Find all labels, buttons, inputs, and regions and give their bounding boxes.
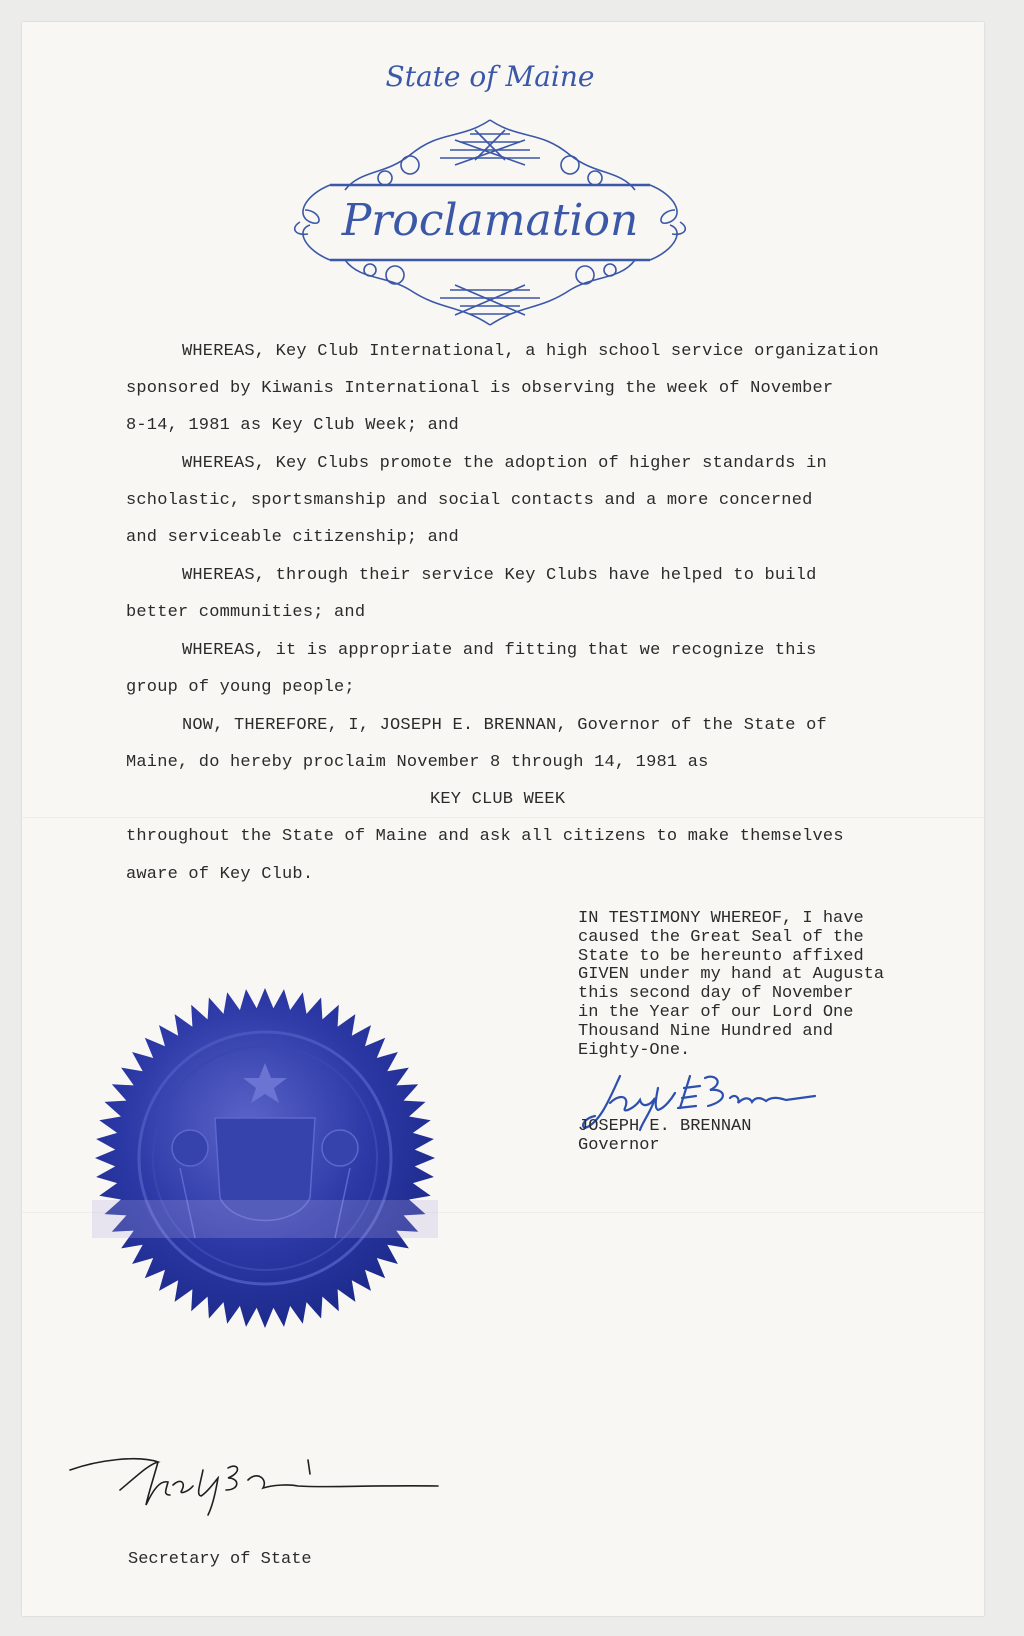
body-line: Maine, do hereby proclaim November 8 through 14, 1981 as — [126, 753, 709, 772]
body-line: WHEREAS, Key Clubs promote the adoption of higher standards in — [182, 454, 827, 473]
body-line: better communities; and — [126, 603, 366, 622]
secretary-signature — [68, 1450, 448, 1530]
body-line: WHEREAS, through their service Key Clubs have helped to build — [182, 566, 817, 585]
testimony-line: Eighty-One. — [578, 1040, 691, 1060]
body-line: NOW, THEREFORE, I, JOSEPH E. BRENNAN, Governor of the State of — [182, 716, 827, 735]
state-heading: State of Maine — [385, 60, 595, 93]
testimony-line: Thousand Nine Hundred and — [578, 1021, 834, 1041]
testimony-line: this second day of November — [578, 984, 854, 1004]
key-club-week-heading: KEY CLUB WEEK — [430, 790, 566, 809]
testimony-line: caused the Great Seal of the — [578, 927, 864, 947]
body-line: sponsored by Kiwanis International is observing the week of November — [126, 379, 834, 398]
body-line: WHEREAS, Key Club International, a high school service organization — [182, 342, 879, 361]
testimony-line: GIVEN under my hand at Augusta — [578, 965, 885, 985]
body-line: scholastic, sportsmanship and social contacts and a more concerned — [126, 491, 813, 510]
fold-line — [22, 817, 984, 818]
testimony-block — [578, 910, 958, 1060]
body-line: group of young people; — [126, 678, 355, 697]
body-line: WHEREAS, it is appropriate and fitting that we recognize this — [182, 641, 817, 660]
body-line: 8-14, 1981 as Key Club Week; and — [126, 416, 459, 435]
testimony-line: IN TESTIMONY WHEREOF, I have — [578, 909, 864, 928]
testimony-line: State to be hereunto affixed — [578, 946, 864, 966]
proclamation-title: Proclamation — [341, 195, 639, 246]
governor-name: JOSEPH E. BRENNAN — [578, 1117, 752, 1136]
proclamation-ornament — [290, 110, 690, 340]
body-line: and serviceable citizenship; and — [126, 528, 459, 547]
body-line: aware of Key Club. — [126, 865, 314, 884]
governor-title: Governor — [578, 1136, 660, 1155]
secretary-title: Secretary of State — [128, 1550, 312, 1569]
great-seal — [92, 985, 438, 1331]
testimony-line: in the Year of our Lord One — [578, 1002, 854, 1022]
body-line: throughout the State of Maine and ask all citizens to make themselves — [126, 827, 844, 846]
